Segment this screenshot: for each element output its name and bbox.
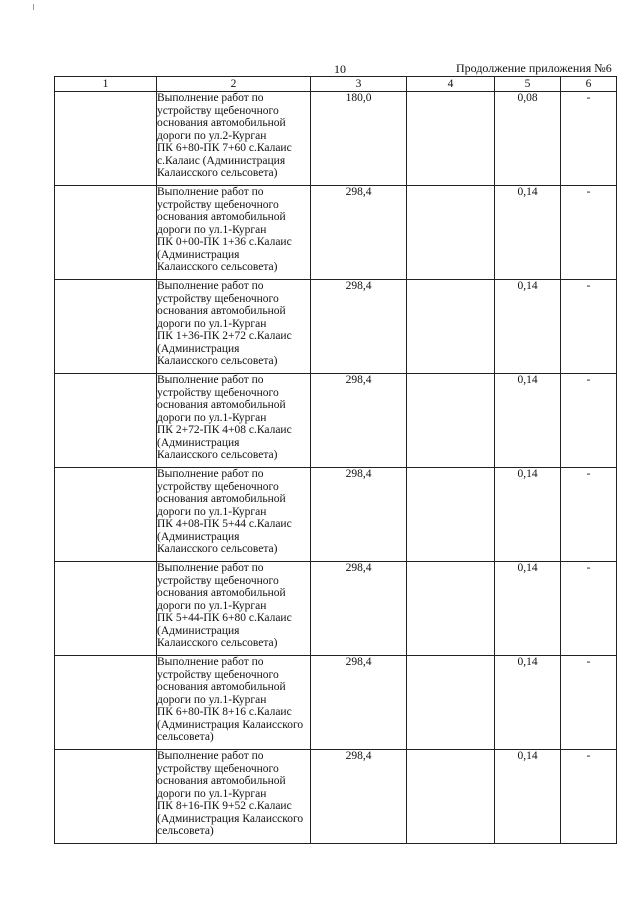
- cell-number: [55, 186, 157, 280]
- table-header-row: [55, 77, 617, 92]
- cell-dash: -: [561, 92, 617, 186]
- cell-description: [157, 562, 311, 656]
- description-line: дороги по ул.1-Курган: [157, 505, 267, 518]
- column-header-4: 4: [407, 77, 495, 92]
- description-line: устройству щебеночного: [157, 668, 279, 681]
- description-line: устройству щебеночного: [157, 574, 279, 587]
- description-line: Калаисского сельсовета): [157, 261, 278, 273]
- table-row: [55, 656, 617, 750]
- cell-col4: [407, 750, 495, 844]
- description-line: основания автомобильной: [157, 587, 286, 599]
- cell-description: [157, 750, 311, 844]
- cell-amount: 298,4: [311, 468, 407, 562]
- description-line: Выполнение работ по: [157, 562, 264, 574]
- cell-dash: -: [561, 280, 617, 374]
- cell-value: 0,14: [495, 468, 561, 562]
- table-row: [55, 750, 617, 844]
- description-line: дороги по ул.1-Курган: [157, 411, 267, 424]
- column-header-5: 5: [495, 77, 561, 92]
- description-line: устройству щебеночного: [157, 104, 279, 117]
- description-line: (Администрация: [157, 530, 240, 543]
- description-line: с.Калаис (Администрация: [157, 154, 286, 167]
- cell-dash: -: [561, 562, 617, 656]
- description-line: Калаисского сельсовета): [157, 637, 278, 649]
- cell-value: 0,14: [495, 750, 561, 844]
- description-line: Выполнение работ по: [157, 468, 264, 480]
- description-line: ПК 8+16-ПК 9+52 с.Калаис: [157, 800, 292, 812]
- cell-amount: 298,4: [311, 280, 407, 374]
- cell-value: 0,14: [495, 374, 561, 468]
- works-table: [54, 76, 617, 844]
- cell-number: [55, 562, 157, 656]
- cell-amount: 298,4: [311, 656, 407, 750]
- cell-value: 0,14: [495, 186, 561, 280]
- cell-dash: -: [561, 374, 617, 468]
- description-line: Выполнение работ по: [157, 374, 264, 386]
- column-header-3: 3: [311, 77, 407, 92]
- description-line: сельсовета): [157, 731, 214, 743]
- description-line: Выполнение работ по: [157, 186, 264, 198]
- cell-number: [55, 374, 157, 468]
- cell-number: [55, 750, 157, 844]
- cell-dash: -: [561, 656, 617, 750]
- cell-number: [55, 468, 157, 562]
- description-line: (Администрация: [157, 624, 240, 637]
- description-line: ПК 1+36-ПК 2+72 с.Калаис: [157, 330, 292, 342]
- description-line: дороги по ул.1-Курган: [157, 693, 267, 706]
- cell-description: [157, 656, 311, 750]
- cell-col4: [407, 374, 495, 468]
- table-row: [55, 374, 617, 468]
- description-line: ПК 2+72-ПК 4+08 с.Калаис: [157, 424, 292, 436]
- description-line: Выполнение работ по: [157, 92, 264, 104]
- description-line: (Администрация: [157, 436, 240, 449]
- description-line: дороги по ул.1-Курган: [157, 317, 267, 330]
- description-line: устройству щебеночного: [157, 198, 279, 211]
- scan-tick-mark: [33, 4, 34, 10]
- cell-description: [157, 374, 311, 468]
- cell-dash: -: [561, 750, 617, 844]
- description-line: Выполнение работ по: [157, 656, 264, 668]
- cell-number: [55, 92, 157, 186]
- description-line: ПК 6+80-ПК 7+60 с.Калаис: [157, 142, 292, 154]
- description-line: дороги по ул.2-Курган: [157, 129, 267, 142]
- cell-amount: 298,4: [311, 562, 407, 656]
- table-row: [55, 468, 617, 562]
- description-line: дороги по ул.1-Курган: [157, 599, 267, 612]
- description-line: (Администрация Калаисского: [157, 718, 304, 731]
- description-line: устройству щебеночного: [157, 762, 279, 775]
- cell-col4: [407, 186, 495, 280]
- cell-description: [157, 92, 311, 186]
- table-row: [55, 92, 617, 186]
- cell-number: [55, 656, 157, 750]
- cell-amount: 298,4: [311, 750, 407, 844]
- description-line: основания автомобильной: [157, 399, 286, 411]
- description-line: Калаисского сельсовета): [157, 449, 278, 461]
- cell-amount: 298,4: [311, 186, 407, 280]
- description-line: Калаисского сельсовета): [157, 167, 278, 179]
- description-line: Выполнение работ по: [157, 750, 264, 762]
- description-line: основания автомобильной: [157, 493, 286, 505]
- description-line: основания автомобильной: [157, 305, 286, 317]
- description-line: устройству щебеночного: [157, 480, 279, 493]
- description-line: Калаисского сельсовета): [157, 355, 278, 367]
- cell-value: 0,14: [495, 562, 561, 656]
- cell-value: 0,08: [495, 92, 561, 186]
- cell-description: [157, 468, 311, 562]
- description-line: основания автомобильной: [157, 117, 286, 129]
- description-line: сельсовета): [157, 825, 214, 837]
- table-row: [55, 562, 617, 656]
- description-line: устройству щебеночного: [157, 386, 279, 399]
- cell-col4: [407, 92, 495, 186]
- description-line: основания автомобильной: [157, 775, 286, 787]
- description-line: (Администрация: [157, 248, 240, 261]
- description-line: (Администрация: [157, 342, 240, 355]
- cell-amount: 180,0: [311, 92, 407, 186]
- cell-description: [157, 186, 311, 280]
- description-line: основания автомобильной: [157, 211, 286, 223]
- column-header-6: 6: [561, 77, 617, 92]
- table-row: [55, 280, 617, 374]
- description-line: дороги по ул.1-Курган: [157, 223, 267, 236]
- description-line: ПК 6+80-ПК 8+16 с.Калаис: [157, 706, 292, 718]
- cell-dash: -: [561, 186, 617, 280]
- description-line: ПК 4+08-ПК 5+44 с.Калаис: [157, 518, 292, 530]
- cell-number: [55, 280, 157, 374]
- cell-description: [157, 280, 311, 374]
- column-header-2: 2: [157, 77, 311, 92]
- table-body: [55, 92, 617, 844]
- description-line: (Администрация Калаисского: [157, 812, 304, 825]
- description-line: Выполнение работ по: [157, 280, 264, 292]
- continuation-label: Продолжение приложения №6: [456, 61, 612, 75]
- cell-value: 0,14: [495, 280, 561, 374]
- description-line: Калаисского сельсовета): [157, 543, 278, 555]
- column-header-1: 1: [55, 77, 157, 92]
- description-line: дороги по ул.1-Курган: [157, 787, 267, 800]
- page-number: 10: [334, 62, 346, 76]
- cell-amount: 298,4: [311, 374, 407, 468]
- cell-value: 0,14: [495, 656, 561, 750]
- cell-col4: [407, 562, 495, 656]
- cell-col4: [407, 468, 495, 562]
- description-line: устройству щебеночного: [157, 292, 279, 305]
- cell-dash: -: [561, 468, 617, 562]
- cell-col4: [407, 656, 495, 750]
- description-line: основания автомобильной: [157, 681, 286, 693]
- description-line: ПК 0+00-ПК 1+36 с.Калаис: [157, 236, 292, 248]
- description-line: ПК 5+44-ПК 6+80 с.Калаис: [157, 612, 292, 624]
- table-row: [55, 186, 617, 280]
- cell-col4: [407, 280, 495, 374]
